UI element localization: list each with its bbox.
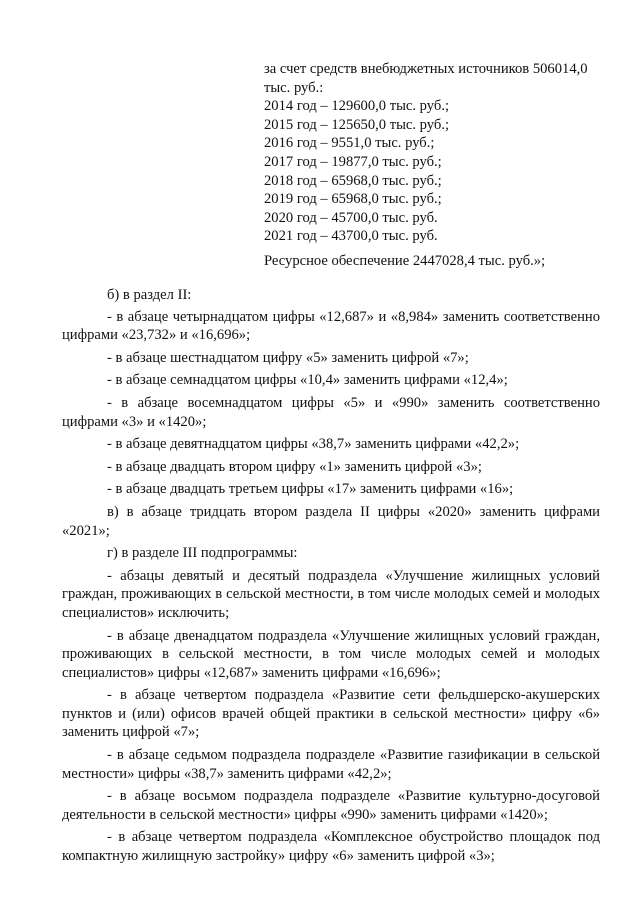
funding-year-line: 2016 год – 9551,0 тыс. руб.; [264,135,435,152]
amendment-paragraph: - абзацы девятый и десятый подраздела «Улучшение жилищных условий граждан, проживающих в сельской местности, в том числе молодых семей и молодых специалистов» исключить; [62,567,600,621]
amendments-list [62,286,600,870]
amendment-paragraph: - в абзаце семнадцатом цифры «10,4» заменить цифрами «12,4»; [107,372,508,389]
amendment-paragraph: - в абзаце четвертом подраздела «Комплексное обустройство площадок под компактную жилищную застройку» цифру «6» заменить цифрой «3»; [62,829,600,865]
amendment-paragraph: - в абзаце двадцать втором цифру «1» заменить цифрой «3»; [107,458,482,475]
funding-intro-unit: тыс. руб.: [264,79,324,96]
section-item-v: в) в абзаце тридцать втором раздела II цифры «2020» заменить цифрами «2021»; [62,503,600,539]
amendment-paragraph: - в абзаце шестнадцатом цифру «5» заменить цифрой «7»; [107,349,469,366]
amendment-paragraph: - в абзаце четырнадцатом цифры «12,687» и «8,984» заменить соответственно цифрами «23,732» и «16,696»; [62,308,600,344]
amendment-paragraph: - в абзаце четвертом подраздела «Развитие сети фельдшерско-акушерских пунктов и (или) офисов врачей общей практики в сельской местности» цифру «6» заменить цифрой «7»; [62,687,600,741]
funding-block [264,60,609,271]
amendment-paragraph: - в абзаце девятнадцатом цифры «38,7» заменить цифрами «42,2»; [107,436,520,453]
resource-total-line: Ресурсное обеспечение 2447028,4 тыс. руб.»; [264,252,546,269]
funding-year-line: 2015 год – 125650,0 тыс. руб.; [264,116,450,133]
funding-year-line: 2014 год – 129600,0 тыс. руб.; [264,98,450,115]
funding-intro-line: за счет средств внебюджетных источников 506014,0 [264,61,588,77]
funding-year-line: 2017 год – 19877,0 тыс. руб.; [264,153,442,170]
amendment-paragraph: - в абзаце восемнадцатом цифры «5» и «990» заменить соответственно цифрами «3» и «1420»; [62,394,600,430]
amendment-paragraph: - в абзаце седьмом подраздела подразделе «Развитие газификации в сельской местности» цифры «38,7» заменить цифрами «42,2»; [62,747,600,782]
section-heading-g: г) в разделе III подпрограммы: [107,545,298,562]
funding-year-line: 2021 год – 43700,0 тыс. руб. [264,228,438,245]
funding-year-line: 2019 год – 65968,0 тыс. руб.; [264,191,442,208]
section-heading-b: б) в раздел II: [107,287,192,303]
amendment-paragraph: - в абзаце двадцать третьем цифры «17» заменить цифрами «16»; [107,481,514,498]
funding-year-line: 2020 год – 45700,0 тыс. руб. [264,209,438,226]
funding-year-line: 2018 год – 65968,0 тыс. руб.; [264,172,442,189]
amendment-paragraph: - в абзаце восьмом подраздела подразделе «Развитие культурно-досуговой деятельности в сельской местности» цифры «990» заменить цифрами «1420»; [62,788,600,823]
amendment-paragraph: - в абзаце двенадцатом подраздела «Улучшение жилищных условий граждан, проживающих в сельской местности, в том числе молодых семей и молодых специалистов» цифры «12,687» заменить цифрами «16,696»; [62,627,600,681]
